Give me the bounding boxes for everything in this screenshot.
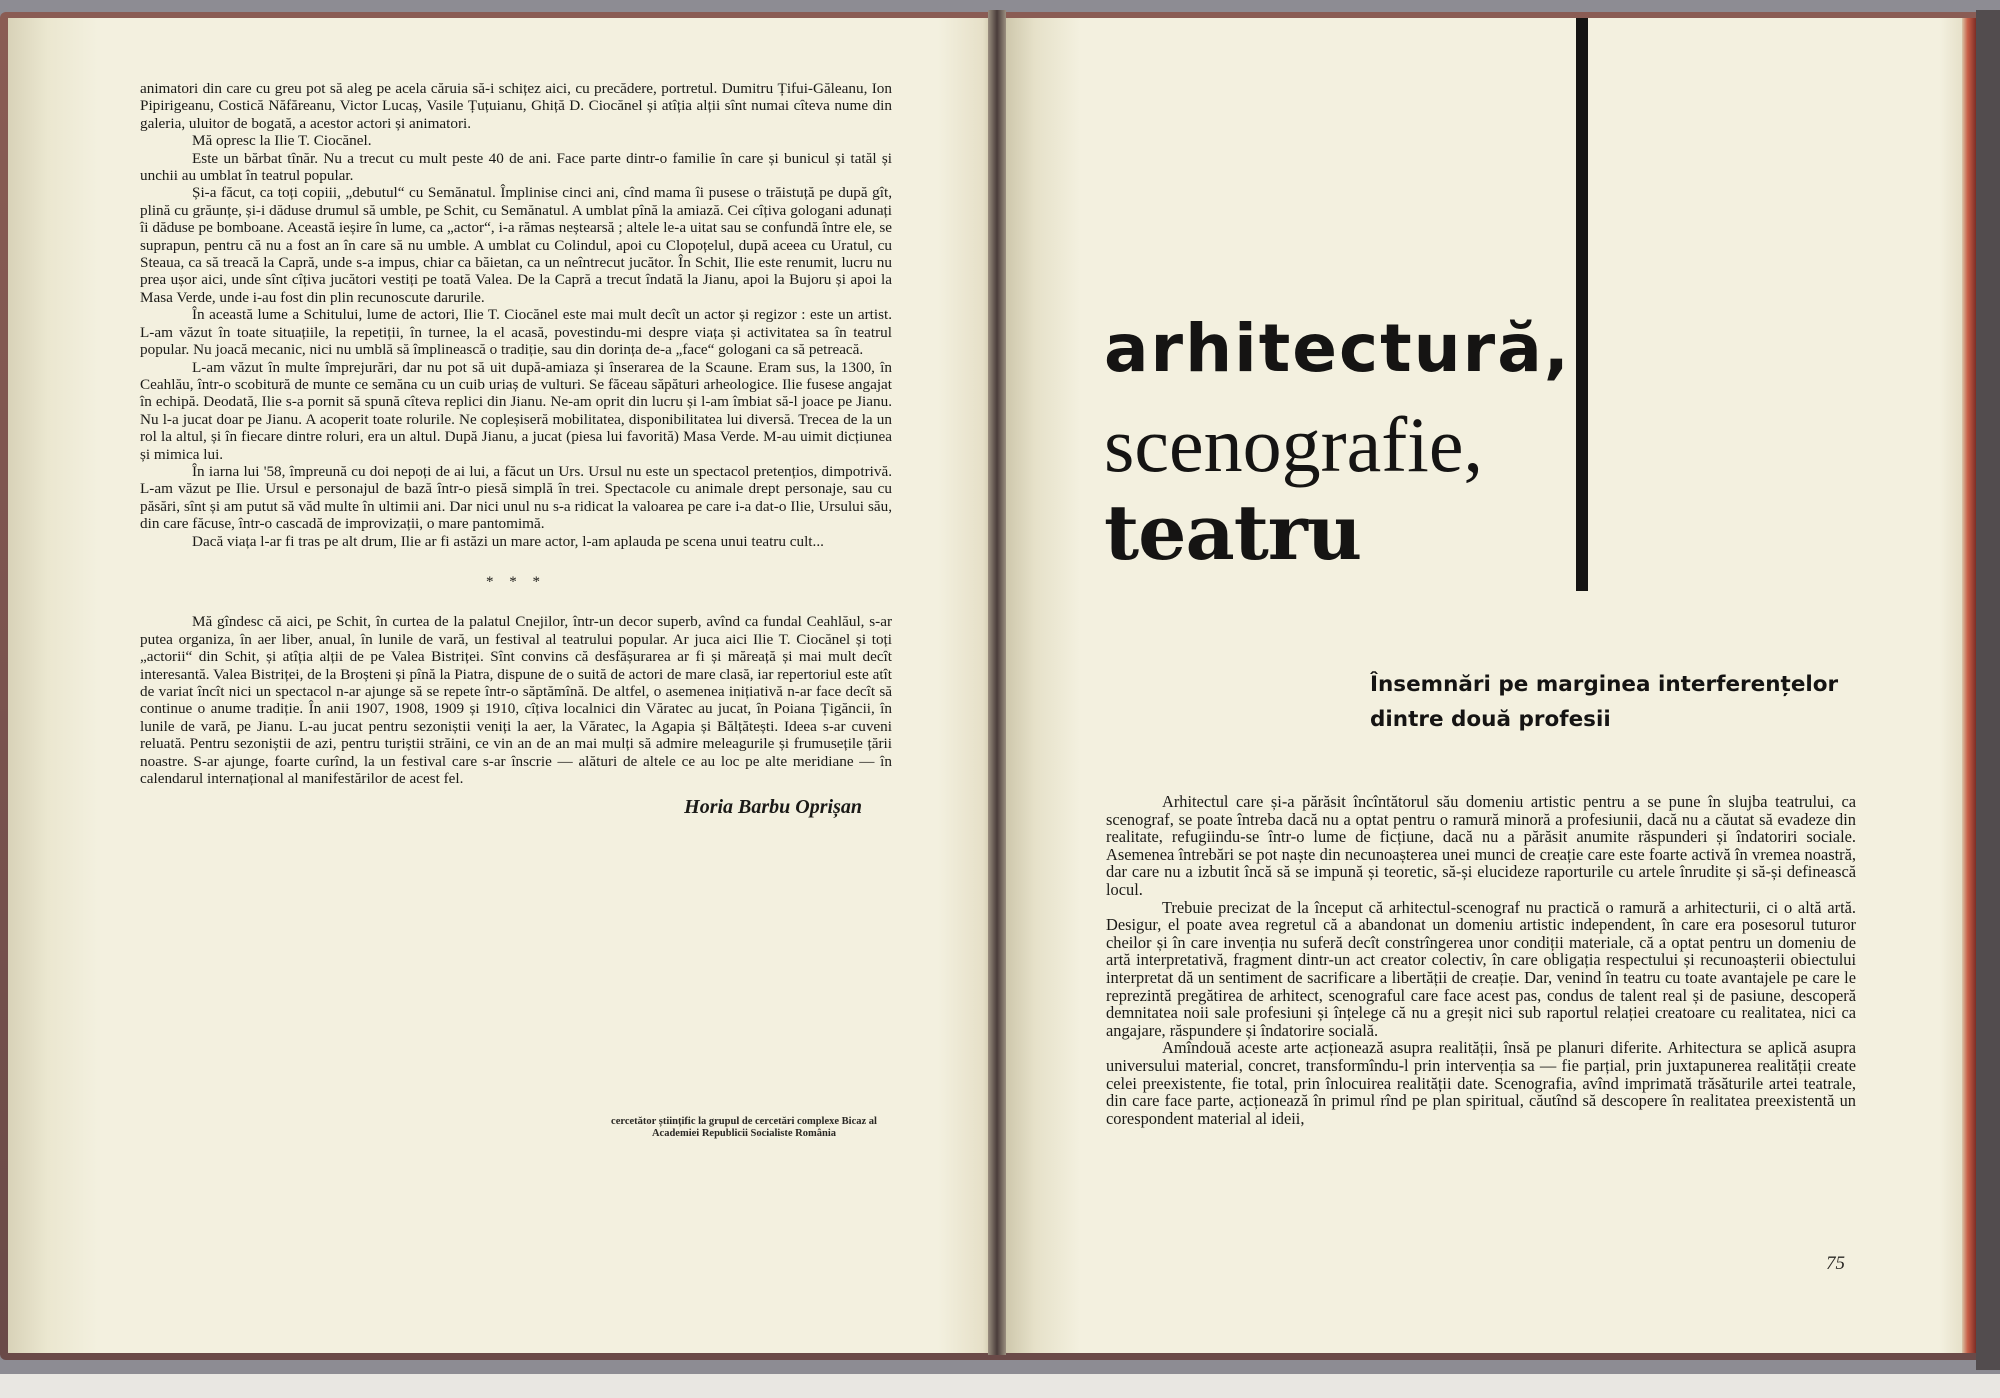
background-floor: [0, 1374, 2000, 1398]
section-separator: * * *: [486, 573, 546, 590]
paragraph: animatori din care cu greu pot să aleg pe acela căruia să-i schițez aici, cu precădere, portretul. Dumitru Țifui-Găleanu, Ion Pipirigeanu, Costică Năfăreanu, Victor Lucaș, Vasile Țuțuianu, Ghiță D. Ciocănel și atîția alții sînt numai cîteva nume din galeria, uluitor de bogată, a acestor actori și animatori.: [140, 80, 892, 132]
paragraph: Arhitectul care și-a părăsit încîntătorul său domeniu artistic pentru a se pune în slujba teatrului, ca scenograf, se poate întreba dacă nu a optat pentru o ramură minoră a profesiunii, dacă nu a căutat să evadeze din realitate, refugiindu-se într-o lume de ficțiune, dacă nu a părăsit anumite răspunderi și îndatoriri sociale. Asemenea întrebări se pot naște din necunoașterea unei munci de creație care este foarte activă în vremea noastră, dar care nu a izbutit încă să se impună și teoretic, să-și elucideze raporturile cu artele înrudite și să-și definească locul.: [1106, 792, 1856, 899]
paragraph: Mă opresc la Ilie T. Ciocănel.: [192, 132, 372, 150]
page-edges: [1962, 18, 1976, 1353]
paragraph: Dacă viața l-ar fi tras pe alt drum, Ilie ar fi astăzi un mare actor, l-am aplauda pe scena unui teatru cult...: [192, 532, 824, 550]
paragraph: Amîndouă aceste arte acționează asupra realității, însă pe planuri diferite. Arhitectura se aplică asupra universului material, concret, transformîndu-l prin intervenția sa — fie parțial, prin juxtapunerea realității create celei preexistente, fie total, prin înlocuirea realității date. Scenografia, avînd imprimată trăsăturile artei teatrale, din care face parte, acționează în primul rînd pe plan spiritual, căutînd să descopere în realitatea preexistentă un corespondent material al ideii,: [1106, 1038, 1856, 1128]
paragraph: Trebuie precizat de la început că arhitectul-scenograf nu practică o ramură a arhitecturii, ci o altă artă. Desigur, el poate avea regretul că a abandonat un domeniu artistic independent, în care era posesorul tuturor cheilor și în care invenția nu suferă decît constrîngerea unor condiții materiale, că a optat pentru un domeniu de artă interpretativă, fragment dintr-un act creator colectiv, în care obligația respectului și recunoașterii obiectului interpretat dă un sentiment de sacrificare a libertății de creație. Dar, venind în teatru cu toate avantajele pe care le reprezintă pregătirea de arhitect, scenograful care face acest pas, condus de talent real și de pasiune, descoperă demnitatea noii sale profesiuni și înțelege că nu a greșit nici sub raportul relației creatoare cu realitatea, nici ca angajare, răspundere și îndatorire socială.: [1106, 897, 1856, 1040]
book-spine-gutter: [988, 10, 1006, 1355]
author-affiliation: cercetător științific la grupul de cercetări complexe Bicaz al Academiei Republicii Socialiste România: [611, 1116, 877, 1139]
paragraph: Este un bărbat tînăr. Nu a trecut cu mult peste 40 de ani. Face parte dintr-o familie în care și bunicul și tatăl și unchii au umblat în teatrul popular.: [140, 149, 892, 185]
page-number: 75: [1826, 1253, 1845, 1274]
subtitle-line-1: Însemnări pe marginea interferențelor: [1370, 672, 1839, 697]
left-page-body: [140, 80, 892, 817]
decorative-vertical-bar: [1576, 18, 1588, 591]
subtitle-line-2: dintre două profesii: [1370, 707, 1611, 732]
article-subtitle: [1370, 667, 1870, 737]
right-page-body: [1106, 793, 1856, 1127]
paragraph: Și-a făcut, ca toți copiii, „debutul“ cu Semănatul. Împlinise cinci ani, cînd mama îi pusese o trăistuță pe după gît, plină cu grăunțe, și-i dăduse drumul să umble, pe Schit, cu Semănatul. A umblat pînă la amiază. Cei cîțiva gologani adunați îi dăduse pe bomboane. Această ieșire în lume, ca „actor“, i-a rămas neștearsă ; altele le-a uitat sau se confundă între ele, se suprapun, pentru că nu a fost an în care să nu umble. A umblat cu Colindul, apoi cu Clopoțelul, după aceea cu Uratul, cu Steaua, ca să treacă la Capră, unde s-a impus, chiar ca băietan, ca un neîntrecut jucător. În Schit, Ilie este renumit, lucru nu prea ușor aici, unde sînt cîțiva jucători vestiți pe toată Valea. De la Capră a trecut îndată la Jianu, apoi la Bujoru și apoi la Masa Verde, unde i-au fost din plin recunoscute darurile.: [140, 184, 892, 306]
title-line-1: arhitectură,: [1104, 310, 1571, 387]
paragraph: Mă gîndesc că aici, pe Schit, în curtea de la palatul Cnejilor, într-un decor superb, avînd ca fundal Ceahlăul, s-ar putea organiza, în aer liber, anual, în lunile de vară, un festival al teatrului popular. Ar juca aici Ilie T. Ciocănel și toți „actorii“ din Schit, și atîția alții de pe Valea Bistriței. Sînt convins că desfășurarea ar fi și măreață și mai mult decît interesantă. Valea Bistriței, de la Broșteni și pînă la Piatra, dispune de o suită de actori de mare clasă, iar repertoriul este atît de variat încît nici un spectacol n-ar ajunge să se repete într-o săptămînă. De altfel, o asemenea inițiativă n-ar face decît să continue o anume tradiție. În anii 1907, 1908, 1909 și 1910, cîțiva localnici din Văratec au jucat, în Poiana Țigăncii, în lunile de vară, pe Jianu. L-au jucat pentru sezoniștii veniți la aer, la Văratec, la Agapia și Bălțătești. Ideea s-ar cuveni reluată. Pentru sezoniștii de azi, pentru turiștii străini, ce vin an de an mai mulți să admire meleagurile și frumusețile țării noastre. S-ar ajunge, foarte curînd, la un festival care s-ar înscrie — alături de altele ce au loc pe alte meridiane — în calendarul internațional al manifestărilor de acest fel.: [140, 613, 892, 788]
title-line-2: scenografie,: [1104, 401, 1483, 488]
title-line-3: teatru: [1104, 488, 1362, 577]
paragraph: L-am văzut în multe împrejurări, dar nu pot să uit după-amiaza și înserarea de la Scaune. Eram sus, la 1300, în Ceahlău, într-o scobitură de munte ce semăna cu un cuib uriaș de vulturi. Se făceau săpături arheologice. Ilie fusese angajat în echipă. Deodată, Ilie s-a pornit să spună cîteva replici din Jianu. Ne-am oprit din lucru și l-am îmbiat să-l joace pe Jianu. Nu l-a jucat doar pe Jianu. A acoperit toate rolurile. Ne copleșiseră mobilitatea, disponibilitatea lui diversă. Trecea de la un rol la altul, și în fiecare dintre roluri, era un altul. După Jianu, a jucat (piesa lui favorită) Masa Verde. M-au uimit dicțiunea și mimica lui.: [140, 358, 892, 463]
paragraph: În această lume a Schitului, lume de actori, Ilie T. Ciocănel este mai mult decît un actor și regizor : este un artist. L-am văzut în toate situațiile, la repetiții, în turnee, la el acasă, povestindu-mi despre viața și activitatea sa în teatrul popular. Nu joacă mecanic, nici nu umblă să împlinească o tradiție, sau din dorința de-a „face“ gologani ca să petreacă.: [140, 306, 892, 359]
book-back-edge: [1976, 10, 2000, 1370]
author-signature: Horia Barbu Oprișan: [684, 796, 862, 819]
paragraph: În iarna lui '58, împreună cu doi nepoți de ai lui, a făcut un Urs. Ursul nu este un spectacol pretențios, dimpotrivă. L-am văzut pe Ilie. Ursul e personajul de bază într-o piesă simplă în trei. Spectacole cu animale drept personaje, sau cu păsări, sînt și am putut să văd multe în ultimii ani. Dar nici unul nu s-a ridicat la valoarea pe care i-a dat-o Ilie, Ursului său, din care făcuse, într-o cascadă de improvizații, o mare pantomimă.: [140, 462, 892, 533]
